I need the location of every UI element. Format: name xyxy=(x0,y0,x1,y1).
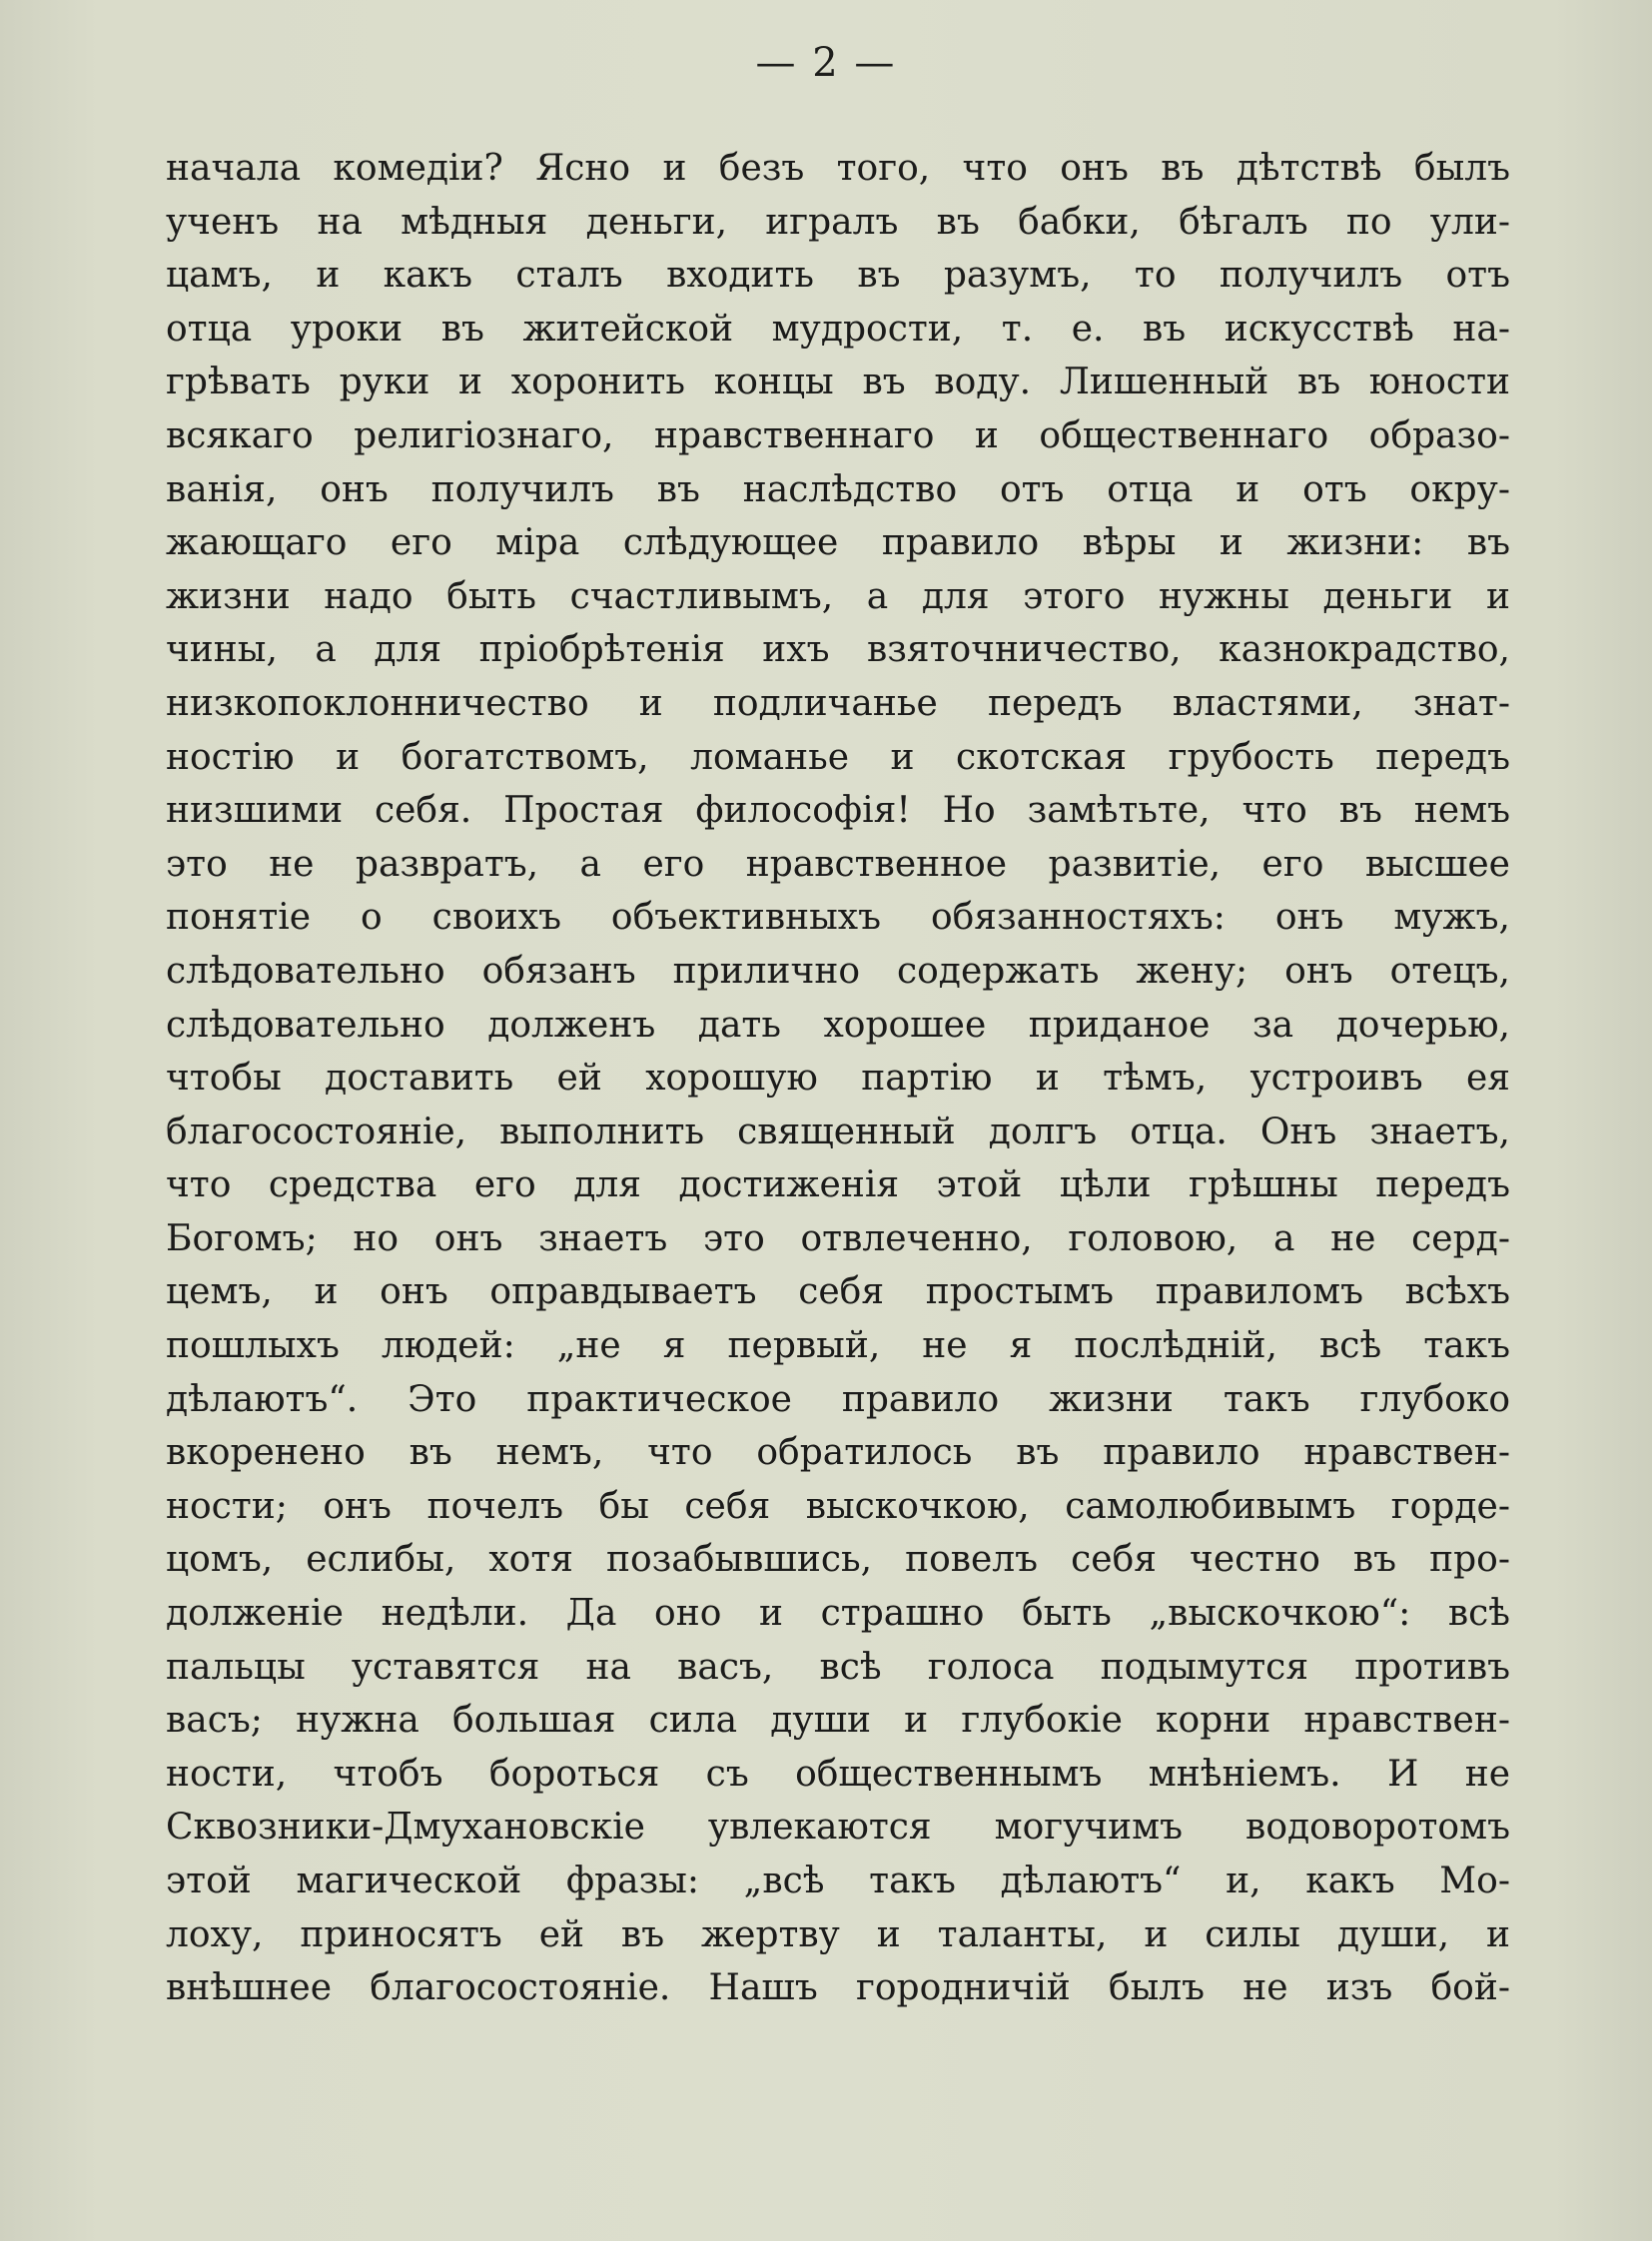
text-line: пошлыхъ людей: „не я первый, не я послѣдній, всѣ такъ xyxy=(166,1325,1510,1367)
text-line: цомъ, еслибы, хотя позабывшись, повелъ себя честно въ про- xyxy=(166,1539,1510,1581)
text-line: васъ; нужна большая сила души и глубокіе корни нравствен- xyxy=(166,1700,1510,1742)
text-line: вкоренено въ немъ, что обратилось въ правило нравствен- xyxy=(166,1432,1510,1474)
text-line: лоху, приносятъ ей въ жертву и таланты, и силы души, и xyxy=(166,1913,1510,1955)
text-line: Сквозники-Дмухановскіе увлекаются могучимъ водоворотомъ xyxy=(166,1807,1510,1849)
text-line: что средства его для достиженія этой цѣли грѣшны передъ xyxy=(166,1164,1510,1206)
body-text xyxy=(166,142,1510,2015)
text-line: жизни надо быть счастливымъ, а для этого нужны деньги и xyxy=(166,575,1510,617)
text-line: ученъ на мѣдныя деньги, игралъ въ бабки, бѣгалъ по ули- xyxy=(166,201,1510,243)
text-line: внѣшнее благосостояніе. Нашъ городничій былъ не изъ бой- xyxy=(166,1967,1510,2009)
text-line: чтобы доставить ей хорошую партію и тѣмъ, устроивъ ея xyxy=(166,1058,1510,1100)
text-line: цемъ, и онъ оправдываетъ себя простымъ правиломъ всѣхъ xyxy=(166,1271,1510,1313)
text-line: этой магической фразы: „всѣ такъ дѣлаютъ“ и, какъ Мо- xyxy=(166,1861,1510,1901)
text-line: слѣдовательно обязанъ прилично содержать жену; онъ отецъ, xyxy=(166,950,1510,992)
text-line: ности; онъ почелъ бы себя выскочкою, самолюбивымъ горде- xyxy=(166,1485,1510,1527)
text-line: низшими себя. Простая философія! Но замѣтьте, что въ немъ xyxy=(166,790,1510,832)
text-line: ностію и богатствомъ, ломанье и скотская грубость передъ xyxy=(166,736,1510,778)
text-line: всякаго религіознаго, нравственнаго и общественнаго образо- xyxy=(166,414,1510,456)
text-line: низкопоклонничество и подличанье передъ властями, знат- xyxy=(166,682,1510,724)
page-number: — 2 — xyxy=(755,40,897,86)
text-line: грѣвать руки и хоронить концы въ воду. Лишенный въ юности xyxy=(166,362,1510,403)
text-line: долженіе недѣли. Да оно и страшно быть „выскочкою“: всѣ xyxy=(166,1593,1510,1635)
text-line: благосостояніе, выполнить священный долгъ отца. Онъ знаетъ, xyxy=(166,1111,1510,1152)
text-line: ванія, онъ получилъ въ наслѣдство отъ отца и отъ окру- xyxy=(166,468,1510,510)
text-line: отца уроки въ житейской мудрости, т. е. въ искусствѣ на- xyxy=(166,308,1510,350)
text-line: цамъ, и какъ сталъ входить въ разумъ, то получилъ отъ xyxy=(166,255,1510,297)
text-line: дѣлаютъ“. Это практическое правило жизни такъ глубоко xyxy=(166,1378,1510,1420)
text-line: пальцы уставятся на васъ, всѣ голоса подымутся противъ xyxy=(166,1646,1510,1688)
text-line: начала комедіи? Ясно и безъ того, что онъ въ дѣтствѣ былъ xyxy=(166,148,1510,189)
text-line: Богомъ; но онъ знаетъ это отвлеченно, головою, а не серд- xyxy=(166,1217,1510,1259)
text-line: это не развратъ, а его нравственное развитіе, его высшее xyxy=(166,843,1510,885)
text-line: чины, а для пріобрѣтенія ихъ взяточничество, казнокрадство, xyxy=(166,629,1510,671)
text-line: понятіе о своихъ объективныхъ обязанностяхъ: онъ мужъ, xyxy=(166,897,1510,939)
text-line: жающаго его міра слѣдующее правило вѣры и жизни: въ xyxy=(166,522,1510,564)
text-line: ности, чтобъ бороться съ общественнымъ мнѣніемъ. И не xyxy=(166,1753,1510,1795)
text-line: слѣдовательно долженъ дать хорошее приданое за дочерью, xyxy=(166,1004,1510,1046)
